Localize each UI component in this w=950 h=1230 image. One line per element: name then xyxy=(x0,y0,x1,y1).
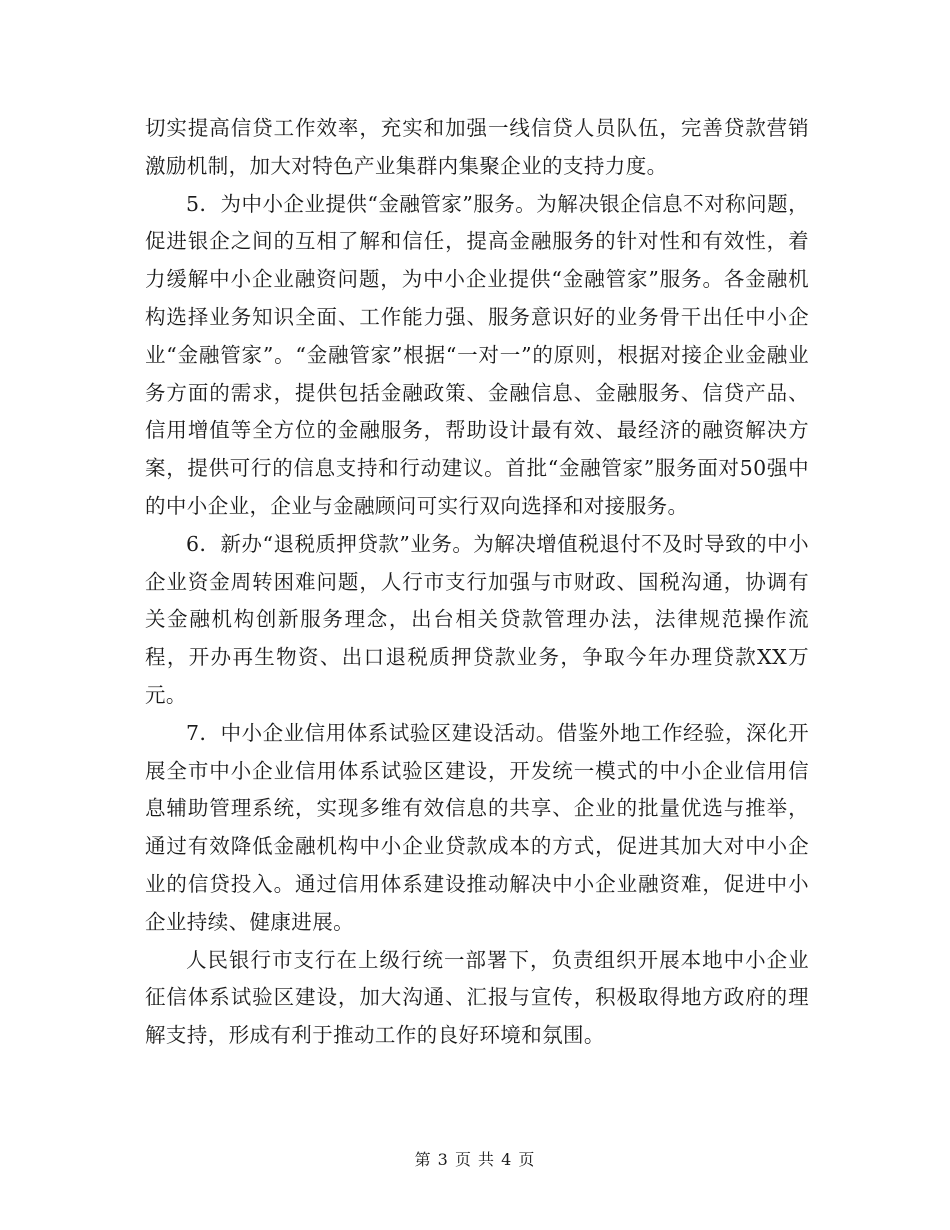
paragraph-continued: 切实提高信贷工作效率，充实和加强一线信贷人员队伍，完善贷款营销激励机制，加大对特色产业集群内集聚企业的支持力度。 xyxy=(145,116,809,178)
page-number-footer: 第 3 页 共 4 页 xyxy=(414,1150,536,1169)
paragraph-item-6: 6．新办“退税质押贷款”业务。为解决增值税退付不及时导致的中小企业资金周转困难问题，人行市支行加强与市财政、国税沟通，协调有关金融机构创新服务理念，出台相关贷款管理办法，法律规范操作流程，开办再生物资、出口退税质押贷款业务，争取今年办理贷款XX万元。 xyxy=(145,531,809,707)
paragraph-item-5: 5．为中小企业提供“金融管家”服务。为解决银企信息不对称问题，促进银企之间的互相了解和信任，提高金融服务的针对性和有效性，着力缓解中小企业融资问题，为中小企业提供“金融管家”服务。各金融机构选择业务知识全面、工作能力强、服务意识好的业务骨干出任中小企业“金融管家”。“金融管家”根据“一对一”的原则，根据对接企业金融业务方面的需求，提供包括金融政策、金融信息、金融服务、信贷产品、信用增值等全方位的金融服务，帮助设计最有效、最经济的融资解决方案，提供可行的信息支持和行动建议。首批“金融管家”服务面对50强中的中小企业，企业与金融顾问可实行双向选择和对接服务。 xyxy=(145,191,809,518)
paragraph-item-7: 7．中小企业信用体系试验区建设活动。借鉴外地工作经验，深化开展全市中小企业信用体系试验区建设，开发统一模式的中小企业信用信息辅助管理系统，实现多维有效信息的共享、企业的批量优选与推举，通过有效降低金融机构中小企业贷款成本的方式，促进其加大对中小企业的信贷投入。通过信用体系建设推动解决中小企业融资难，促进中小企业持续、健康进展。 xyxy=(145,720,809,934)
document-body xyxy=(145,110,809,1055)
paragraph-closing: 人民银行市支行在上级行统一部署下，负责组织开展本地中小企业征信体系试验区建设，加大沟通、汇报与宣传，积极取得地方政府的理解支持，形成有利于推动工作的良好环境和氛围。 xyxy=(145,947,809,1048)
